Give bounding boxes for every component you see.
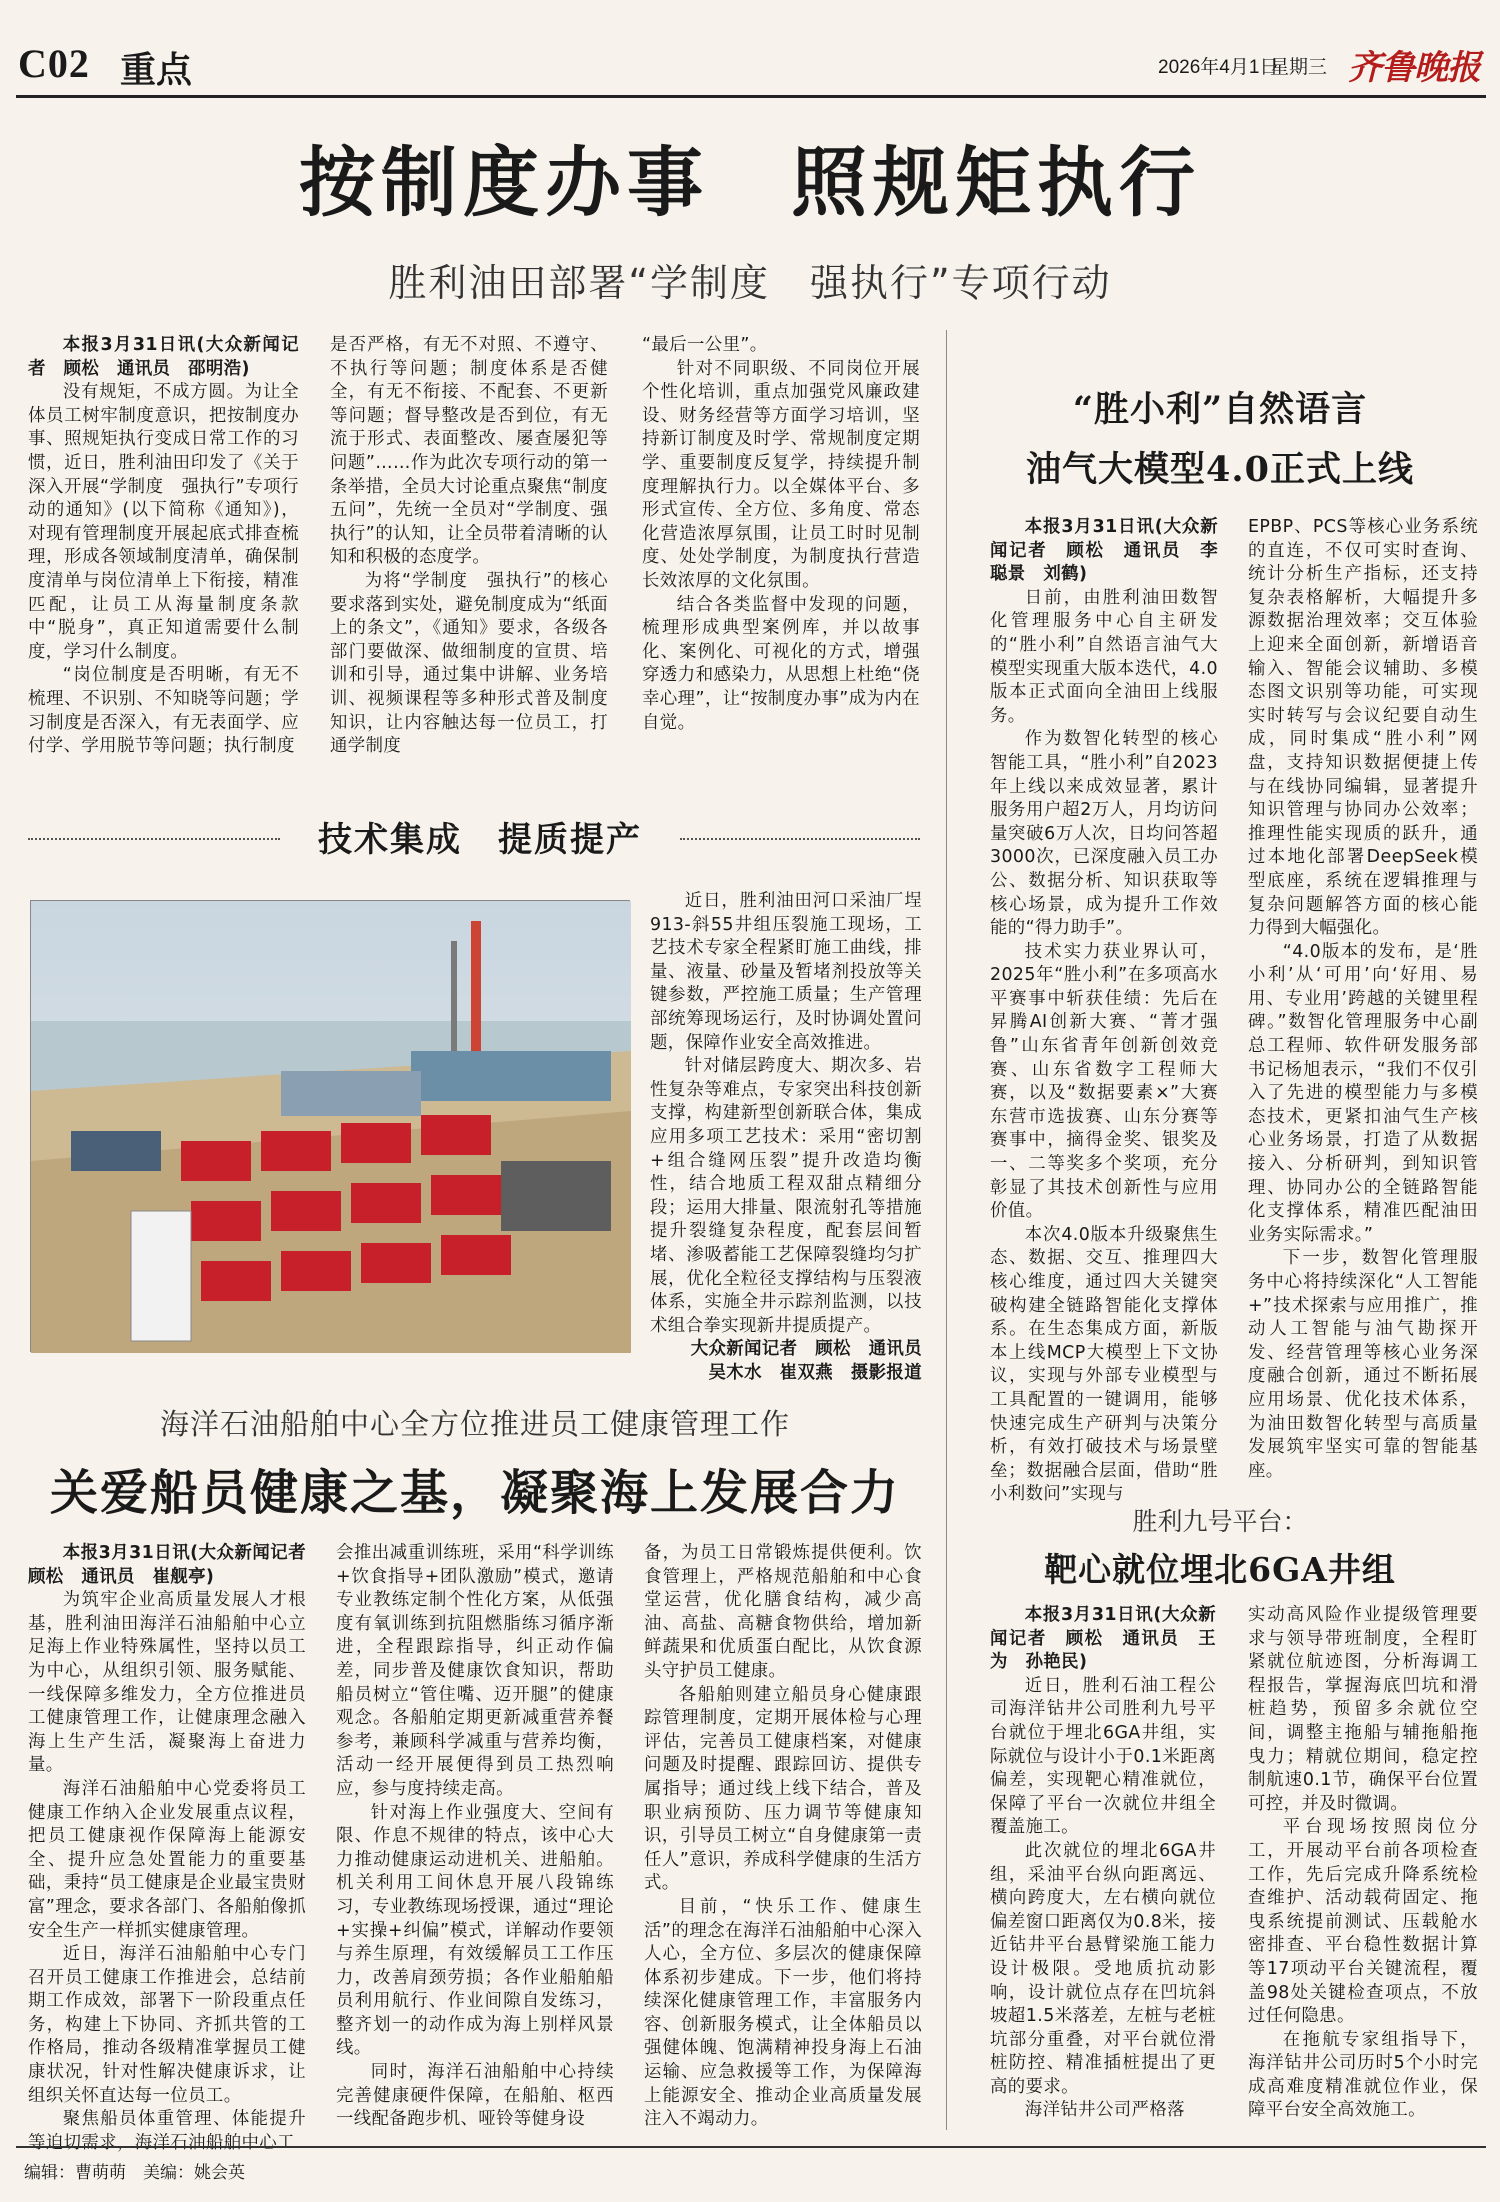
paragraph: 日前，由胜利油田数智化管理服务中心自主研发的“胜小利”自然语言油气大模型实现重大版本迭代，4.0版本正式面向全油田上线服务。 xyxy=(990,587,1218,726)
ai-dateline: 本报3月31日讯(大众新闻记者 顾松 通讯员 李聪景 刘鹤) xyxy=(990,517,1218,585)
paragraph: EPBP、PCS等核心业务系统的直连，不仅可实时查询、统计分析生产指标，还支持复杂表格解析，大幅提升多源数据治理效率；交互体验上迎来全面创新，新增语音输入、智能会议辅助、多模态图文识别等功能，可实现实时转写与会议纪要自动生成，同时集成“胜小利”网盘，支持知识数据便捷上传与在线协同编辑，显著提升知识管理与协同办公效率；推理性能实现质的跃升，通过本地化部署DeepSeek模型底座，系统在逻辑推理与复杂问题解答方面的核心能力得到大幅强化。 xyxy=(1248,517,1478,939)
main-headline: 按制度办事 照规矩执行 xyxy=(299,138,1201,227)
paragraph: 平台现场按照岗位分工，开展动平台前各项检查工作，先后完成升降系统检查维护、活动载荷固定、拖曳系统提前测试、压载舱水密排查、平台稳性数据计算等17项动平台关键流程，覆盖98处关键检查项点，不放过任何隐患。 xyxy=(1248,1817,1478,2027)
platform-article-col2 xyxy=(1248,1604,1478,2126)
marine-headline: 关爱船员健康之基，凝聚海上发展合力 xyxy=(49,1465,900,1521)
paragraph: 海洋钻井公司严格落 xyxy=(1024,2100,1185,2121)
paragraph: 为将“学制度 强执行”的核心要求落到实处，避免制度成为“纸面上的条文”，《通知》要求，各级各部门要做深、做细制度的宣贯、培训和引导，通过集中讲解、业务培训、视频课程等多种形式普及制度知识，让内容触达每一位员工，打通学制度 xyxy=(330,570,608,757)
paragraph: 海洋石油船舶中心党委将员工健康工作纳入企业发展重点议程，把员工健康视作保障海上能源安全、提升应急处置能力的重要基础，秉持“员工健康是企业最宝贵财富”理念，要求各部门、各船舶像抓安全生产一样抓实健康管理。 xyxy=(28,1778,306,1941)
section-name: 重点 xyxy=(120,49,193,91)
main-article-col3 xyxy=(642,334,920,774)
paragraph: 作为数智化转型的核心智能工具，“胜小利”自2023年上线以来成效显著，累计服务用户超2万人，月均访问量突破6万人次，日均问答超3000次，已深度融入员工办公、数据分析、知识获取等核心场景，成为提升工作效能的“得力助手”。 xyxy=(990,729,1218,939)
footer-credits: 编辑：曹萌萌 美编：姚会英 xyxy=(24,2163,245,2183)
platform-kicker: 胜利九号平台： xyxy=(1132,1507,1308,1536)
ai-article-col1 xyxy=(990,516,1218,1518)
platform-article-col1 xyxy=(990,1604,1216,2126)
tech-byline: 大众新闻记者 顾松 通讯员 吴木水 崔双燕 摄影报道 xyxy=(690,1339,940,1383)
photo-illustration xyxy=(31,901,631,1353)
marine-kicker: 海洋石油船舶中心全方位推进员工健康管理工作 xyxy=(159,1407,790,1441)
paragraph: 实动高风险作业提级管理要求与领导带班制度，全程盯紧就位航迹图，分析海调工程报告，掌握海底凹坑和滑桩趋势，预留多余就位空间，调整主拖船与辅拖船拖曳力；精就位期间，稳定控制航速0.1节，确保平台位置可控，并及时微调。 xyxy=(1248,1605,1478,1814)
marine-article-col3 xyxy=(644,1542,922,2130)
section-divider-right xyxy=(680,838,920,840)
paragraph: 近日，海洋石油船舶中心专门召开员工健康工作推进会，总结前期工作成效，部署下一阶段重点任务，构建上下协同、齐抓共管的工作格局，推动各级精准掌握员工健康状况，针对性解决健康诉求，让组织关怀直达每一位员工。 xyxy=(28,1944,306,2106)
paragraph: 结合各类监督中发现的问题，梳理形成典型案例库，并以故事化、案例化、可视化的方式，增强穿透力和感染力，从思想上杜绝“侥幸心理”，让“按制度办事”成为内在自觉。 xyxy=(642,594,920,733)
paragraph: “4.0版本的发布，是‘胜小利’从‘可用’向‘好用、易用、专业用’跨越的关键里程碑。”数智化管理服务中心副总工程师、软件研发服务部书记杨旭表示，“我们不仅引入了先进的模型能力与多模态技术，更紧扣油气生产核心业务场景，打造了从数据接入、分析研判，到知识管理、协同办公的全链路智能化支撑体系，精准匹配油田业务实际需求。” xyxy=(1248,941,1478,1245)
marine-article-col2 xyxy=(336,1542,614,2130)
header-rule xyxy=(16,95,1486,98)
paragraph: 是否严格，有无不对照、不遵守、不执行等问题；制度体系是否健全，有无不衔接、不配套、不更新等问题；督导整改是否到位，有无流于形式、表面整改、屡查屡犯等问题”……作为此次专项行动的第一条举措，全员大讨论重点聚焦“制度五问”，先统一全员对“学制度、强执行”的认知，让全员带着清晰的认知和积极的态度学。 xyxy=(330,335,608,568)
paragraph: 本次4.0版本升级聚焦生态、数据、交互、推理四大核心维度，通过四大关键突破构建全链路智能化支撑体系。在生态集成方面，新版本上线MCP大模型上下文协议，实现与外部专业模型与工具配置的一键调用，能够快速完成生产研判与决策分析，有效打破技术与场景壁垒；数据融合层面，借助“胜小利数问”实现与 xyxy=(990,1224,1218,1505)
ai-article-col2 xyxy=(1248,516,1478,1518)
paragraph: 针对储层跨度大、期次多、岩性复杂等难点，专家突出科技创新支撑，构建新型创新联合体，集成应用多项工艺技术：采用“密切割+组合缝网压裂”提升改造均衡性，结合地质工程双甜点精细分段；运用大排量、限流射孔等措施提升裂缝复杂程度，配套层间暂堵、渗吸蓄能工艺保障裂缝均匀扩展，优化全粒径支撑结构与压裂液体系，实施全井示踪剂监测，以技术组合拳实现新井提质提产。 xyxy=(650,1056,922,1336)
paragraph: 技术实力获业界认可，2025年“胜小利”在多项高水平赛事中斩获佳绩：先后在昇腾AI创新大赛、“菁才强鲁”山东省青年创新创效竞赛、山东省数字工程师大赛，以及“数据要素×”大赛东营市选拔赛、山东分赛等赛事中，摘得金奖、银奖及一、二等奖多个奖项，充分彰显了其技术创新性与应用价值。 xyxy=(990,941,1218,1222)
paragraph: 针对海上作业强度大、空间有限、作息不规律的特点，该中心大力推动健康运动进机关、进船舶。机关利用工间休息开展八段锦练习，专业教练现场授课，通过“理论+实操+纠偏”模式，详解动作要领与养生原理，有效缓解员工工作压力，改善肩颈劳损；各作业船舶船员利用航行、作业间隙自发练习，整齐划一的动作成为海上别样风景线。 xyxy=(336,1802,614,2059)
paragraph: “岗位制度是否明晰，有无不梳理、不识别、不知晓等问题；学习制度是否深入，有无表面学、应付学、学用脱节等问题；执行制度 xyxy=(28,665,299,757)
paragraph: 聚焦船员体重管理、体能提升等迫切需求，海洋石油船舶中心工 xyxy=(28,2109,306,2153)
paragraph: 针对不同职级、不同岗位开展个性化培训，重点加强党风廉政建设、财务经营等方面学习培训，坚持新订制度及时学、常规制度定期学、重要制度反复学，持续提升制度理解执行力。以全媒体平台、多形式宣传、全方位、多角度、常态化营造浓厚氛围，让员工时时见制度、处处学制度，为制度执行营造长效浓厚的文化氛围。 xyxy=(642,358,920,591)
ai-headline-line1: “胜小利”自然语言 xyxy=(1072,389,1368,430)
issue-weekday: 星期三 xyxy=(1270,56,1328,78)
ai-headline-line2: 油气大模型4.0正式上线 xyxy=(1026,449,1414,490)
page-number: C02 xyxy=(18,41,90,86)
marine-article-col1 xyxy=(28,1542,324,2153)
page-header xyxy=(0,0,1500,100)
paragraph: 会推出减重训练班，采用“科学训练+饮食指导+团队激励”模式，邀请专业教练定制个性化方案，从低强度有氧训练到抗阻燃脂练习循序渐进，全程跟踪指导，纠正动作偏差，同步普及健康饮食知识，帮助船员树立“管住嘴、迈开腿”的健康观念。各船舶定期更新减重营养餐参考，兼顾科学减重与营养均衡，活动一经开展便得到员工热烈响应，参与度持续走高。 xyxy=(336,1543,614,1799)
masthead-logo: 齐鲁晚报 xyxy=(1348,48,1480,88)
paragraph: 备，为员工日常锻炼提供便利。饮食管理上，严格规范船舶和中心食堂运营，优化膳食结构，减少高油、高盐、高糖食物供给，增加新鲜蔬果和优质蛋白配比，从饮食源头守护员工健康。 xyxy=(644,1543,922,1681)
paragraph: 目前，“快乐工作、健康生活”的理念在海洋石油船舶中心深入人心，全方位、多层次的健康保障体系初步建成。下一步，他们将持续深化健康管理工作，丰富服务内容、创新服务模式，让全体船员以强健体魄、饱满精神投身海上石油运输、应急救援等工作，为保障海上能源安全、推动企业高质量发展注入不竭动力。 xyxy=(644,1896,922,2130)
tech-article-body xyxy=(650,890,940,1383)
tech-headline: 技术集成 提质提产 xyxy=(318,820,642,860)
footer-rule xyxy=(16,2146,1486,2148)
issue-date: 2026年4月1日 xyxy=(1158,57,1279,78)
marine-dateline: 本报3月31日讯(大众新闻记者 顾松 通讯员 崔舰亭) xyxy=(28,1543,324,1587)
platform-headline: 靶心就位埋北6GA井组 xyxy=(1044,1550,1396,1589)
paragraph: “最后一公里”。 xyxy=(642,335,768,355)
main-subheadline: 胜利油田部署“学制度 强执行”专项行动 xyxy=(388,261,1112,305)
construction-site-photo xyxy=(30,900,630,1352)
paragraph: 各船舶则建立船员身心健康跟踪管理制度，定期开展体检与心理评估，完善员工健康档案，对健康问题及时提醒、跟踪回访、提供专属指导；通过线上线下结合，普及职业病预防、压力调节等健康知识，引导员工树立“自身健康第一责任人”意识，养成科学健康的生活方式。 xyxy=(644,1684,922,1894)
section-divider-left xyxy=(28,838,280,840)
paragraph: 没有规矩，不成方圆。为让全体员工树牢制度意识，把按制度办事、照规矩执行变成日常工作的习惯，近日，胜利油田印发了《关于深入开展“学制度 强执行”专项行动的通知》(以下简称《通知》)，对现有管理制度开展起底式排查梳理，形成各领域制度清单，确保制度清单与岗位清单上下衔接，精准匹配，让员工从海量制度条款中“脱身”，真正知道需要什么制度，学习什么制度。 xyxy=(28,382,299,662)
paragraph: 近日，胜利油田河口采油厂埕913-斜55井组压裂施工现场，工艺技术专家全程紧盯施工曲线，排量、液量、砂量及暂堵剂投放等关键参数，严控施工质量；生产管理部统筹现场运行，及时协调处置问题，保障作业安全高效推进。 xyxy=(650,891,922,1053)
paragraph: 为筑牢企业高质量发展人才根基，胜利油田海洋石油船舶中心立足海上作业特殊属性，坚持以员工为中心，从组织引领、服务赋能、一线保障多维发力，全方位推进员工健康管理工作，让健康理念融入海上生产生活，凝聚海上奋进力量。 xyxy=(28,1590,306,1776)
paragraph: 近日，胜利石油工程公司海洋钻井公司胜利九号平台就位于埋北6GA井组，实际就位与设计小于0.1米距离偏差，实现靶心精准就位，保障了平台一次就位井组全覆盖施工。 xyxy=(990,1675,1216,1838)
main-article-col1 xyxy=(28,334,299,774)
column-divider xyxy=(946,330,947,2130)
paragraph: 下一步，数智化管理服务中心将持续深化“人工智能+”技术探索与应用推广，推动人工智能与油气勘探开发、经营管理等核心业务深度融合创新，通过不断拓展应用场景、优化技术体系，为油田数智化转型与高质量发展筑牢坚实可靠的智能基座。 xyxy=(1248,1248,1478,1481)
paragraph: 此次就位的埋北6GA井组，采油平台纵向距离远、横向跨度大，左右横向就位偏差窗口距离仅为0.8米，接近钻井平台悬臂梁施工能力设计极限。受地质抗动影响，设计就位点存在凹坑斜坡超1.5米落差，左桩与老桩坑部分重叠，对平台就位滑桩防控、精准插桩提出了更高的要求。 xyxy=(990,1840,1216,2097)
paragraph: 同时，海洋石油船舶中心持续完善健康硬件保障，在船舶、枢西一线配备跑步机、哑铃等健身设 xyxy=(336,2062,614,2130)
main-dateline: 本报3月31日讯(大众新闻记者 顾松 通讯员 邵明浩) xyxy=(28,335,299,379)
paragraph: 在拖航专家组指导下，海洋钻井公司历时5个小时完成高难度精准就位作业，保障平台安全高效施工。 xyxy=(1248,2029,1478,2121)
main-article-col2 xyxy=(330,334,608,774)
platform-dateline: 本报3月31日讯(大众新闻记者 顾松 通讯员 王为 孙艳民) xyxy=(990,1605,1216,1673)
